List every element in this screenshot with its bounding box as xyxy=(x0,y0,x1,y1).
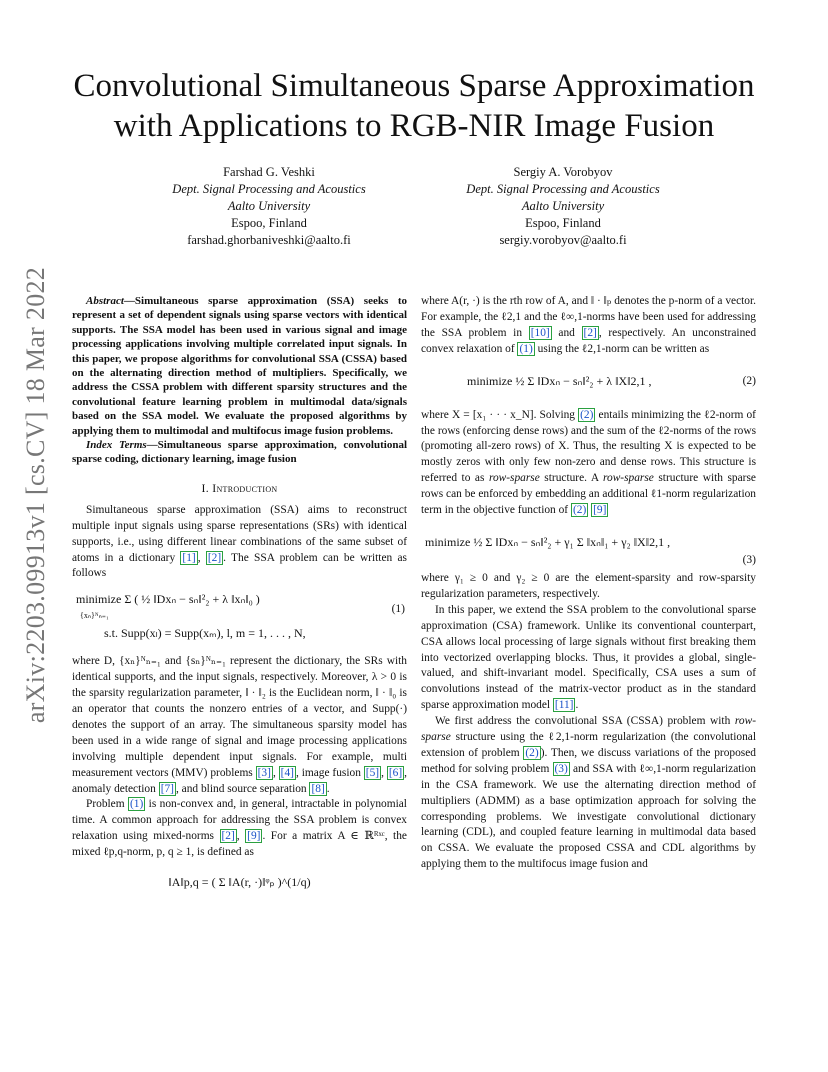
para-text: . The SSA problem can be written as follows xyxy=(72,551,407,580)
title-line-2: with Applications to RGB-NIR Image Fusion xyxy=(113,108,715,144)
equation-ref[interactable]: (1) xyxy=(129,798,144,811)
paper-title xyxy=(40,66,788,146)
para-text: structure using the ℓ2,1-norm regularization (the convolutional extension of problem xyxy=(421,731,756,759)
abstract-label: Abstract xyxy=(86,295,124,307)
right-paragraph-3: where γ₁ ≥ 0 and γ₂ ≥ 0 are the element-sparsity and row-sparsity regularization parameters, respectively. xyxy=(421,571,756,600)
para-text: , respectively. An unconstrained convex relaxation of xyxy=(421,326,757,355)
citation-link[interactable]: [2] xyxy=(221,830,235,843)
intro-paragraph-1: Simultaneous sparse approximation (SSA) aims to reconstruct multiple input signals using sparse representations (SRs) with identical supports, i.e., using different linear combinations of the same subset of atoms in a dictionary [1] , [2] . The SSA problem can be written as follows xyxy=(72,503,407,580)
index-terms-label: Index Terms xyxy=(86,439,147,452)
author-city: Espoo, Finland xyxy=(231,216,307,230)
author-dept: Dept. Signal Processing and Acoustics xyxy=(172,182,366,196)
emph-row-sparse: row-sparse xyxy=(488,472,540,485)
citation-link[interactable]: [9] xyxy=(593,504,607,517)
citation-link[interactable]: [7] xyxy=(160,782,174,795)
emph-row-sparse: row-sparse xyxy=(421,715,756,744)
citation-link[interactable]: [10] xyxy=(530,326,550,339)
author-email[interactable]: farshad.ghorbaniveshki@aalto.fi xyxy=(187,233,351,247)
index-terms xyxy=(72,438,407,467)
equation-ref[interactable]: (1) xyxy=(519,342,533,355)
right-paragraph-4: In this paper, we extend the SSA problem to the convolutional sparse approximation (CSA) framework. Unlike its conventional counterpart, CSA allows local processing of large signals without first breaking them into vectorized overlapping blocks. Thus, it provides a global, single-valued, and shift-invariant model. Specifically, CSA uses a sum of convolutions instead of the matrix-vector product as in the standard sparse approximation model [11] . xyxy=(421,603,756,712)
citation-link[interactable]: [3] xyxy=(257,766,271,779)
equation-ref[interactable]: (3) xyxy=(554,762,568,775)
para-text: using the ℓ2,1-norm can be written as xyxy=(537,342,710,355)
para-text: , and blind source separation xyxy=(175,782,307,795)
eq1-constraint: s.t. Supp(xₗ) = Supp(xₘ), l, m = 1, . . . , N, xyxy=(104,626,306,641)
author-block-1 xyxy=(119,164,419,249)
author-name: Farshad G. Veshki xyxy=(223,165,315,179)
author-university: Aalto University xyxy=(521,199,605,213)
emph-row-sparse: row-sparse xyxy=(603,472,654,485)
para-text: and SSA with ℓ∞,1-norm regularization in the CSA framework. We use the alternating direction method of multipliers (ADMM) as a base optimization approach for solving the corresponding problems. We investigate convolutional dictionary learning (CDL), and coupled feature learning in multimodal data based on CSSA. We evaluate the proposed CSSA and CDL algorithms by applying them to the multifocus image fusion and xyxy=(421,762,756,871)
eq3-number: (3) xyxy=(742,553,756,566)
citation-link[interactable]: [6] xyxy=(388,766,403,779)
author-city: Espoo, Finland xyxy=(525,216,601,230)
para-text: structure. A xyxy=(544,472,599,485)
para-text: where X = [x₁ · · · x_N]. Solving xyxy=(421,408,575,421)
para-text: where D, {xₙ}ᴺₙ₌₁ and {sₙ}ᴺₙ₌₁ represent the dictionary, the SRs with identical supports, and the input signals, respectively. Moreover, λ > 0 is the sparsity regularization parameter, ‖ · ‖₂ is the Euclidean norm, ‖ · ‖₀ is an operator that counts the nonzero entries of a vector, and Supp(·) denotes the support of an array. The simultaneous sparsity model has been used in a wide range of signal and image processing applications involving multiple dependent input signals. For example, multi measurement vectors (MMV) problems xyxy=(72,655,407,779)
author-block-2 xyxy=(413,164,713,249)
citation-link[interactable]: [1] xyxy=(182,551,196,564)
para-text: Problem xyxy=(86,798,125,811)
citation-link[interactable]: [9] xyxy=(247,830,261,843)
right-paragraph-1 xyxy=(421,294,756,358)
para-text: and xyxy=(558,326,575,339)
para-text: In this paper, we extend the SSA problem to the convolutional sparse approximation (CSA) framework. Unlike its conventional counterpart, CSA allows local processing of large signals without first breaking them into vectorized overlapping blocks. Thus, it provides a global, single-valued, and shift-invariant model. Specifically, CSA uses a sum of convolutions instead of the matrix-vector product as in the standard sparse approximation model xyxy=(421,603,756,712)
intro-paragraph-2: where D, {xₙ}ᴺₙ₌₁ and {sₙ}ᴺₙ₌₁ represent the dictionary, the SRs with identical supports, and the input signals, respectively. Moreover, λ > 0 is the sparsity regularization parameter, ‖ · ‖₂ is the Euclidean norm, ‖ · ‖₀ is an operator that counts the nonzero entries of a vector, and Supp(·) denotes the support of an array. The simultaneous sparsity model has been used in a wide range of signal and image processing applications involving multiple dependent input signals. For example, multi measurement vectors (MMV) problems [3] , [4] , image fusion [5] , [6] , anomaly detection [7] , and blind source separation [8] . xyxy=(72,655,407,795)
citation-link[interactable]: [11] xyxy=(554,699,574,712)
equation-1 xyxy=(72,588,407,652)
eq2-body: minimize ½ Σ ‖Dxₙ − sₙ‖²₂ + λ ‖X‖2,1 , xyxy=(467,373,652,388)
arxiv-sidebar-id: arXiv:2203.09913v1 [cs.CV] 18 Mar 2022 xyxy=(21,266,50,724)
left-column xyxy=(72,294,407,891)
author-university: Aalto University xyxy=(227,199,311,213)
author-email[interactable]: sergiy.vorobyov@aalto.fi xyxy=(499,233,627,247)
author-dept: Dept. Signal Processing and Acoustics xyxy=(466,182,660,196)
eq1-number: (1) xyxy=(391,603,405,616)
citation-link[interactable]: [4] xyxy=(280,766,294,779)
para-text: . For a matrix A ∈ ℝᴿˣᶜ, the mixed ℓp,q-norm, p, q ≥ 1, is defined as xyxy=(72,830,407,859)
para-text: structure with sparse rows can be enforced by embedding an additional ℓ1-norm regularization term in the objective function of xyxy=(421,472,756,517)
equation-3 xyxy=(421,519,756,571)
para-text: is non-convex and, in general, intractable in polynomial time. A common approach for addressing the SSA problem is convex relaxation using mixed-norms xyxy=(72,798,407,843)
para-text: where A(r, ·) is the rth row of A, and ‖ · ‖ₚ denotes the p-norm of a vector. For example, the ℓ2,1 and the ℓ∞,1-norms have been used for addressing the SSA problem in xyxy=(421,295,756,339)
author-name: Sergiy A. Vorobyov xyxy=(513,165,613,179)
eq3-body: minimize ½ Σ ‖Dxₙ − sₙ‖²₂ + γ₁ Σ ‖xₙ‖₁ + γ₂ ‖X‖2,1 , xyxy=(425,534,671,549)
abstract xyxy=(72,294,407,438)
right-column xyxy=(421,294,756,873)
equation-2 xyxy=(421,358,756,408)
citation-link[interactable]: [5] xyxy=(365,766,380,779)
index-terms-text: —Simultaneous sparse approximation, convolutional sparse coding, dictionary learning, image fusion xyxy=(72,439,407,466)
equation-ref[interactable]: (2) xyxy=(572,504,587,517)
abstract-text: —Simultaneous sparse approximation (SSA) seeks to represent a set of dependent signals using sparse vectors with identical supports. The SSA model has been used in various signal and image processing applications involving multiple correlated input signals. In this paper, we propose algorithms for convolutional SSA (CSSA) based on the alternating direction method of multipliers. Specifically, we address the CSSA problem with different sparsity structures and the convolutional feature learning problem in multimodal data/signals based on the SSA model. We evaluate the proposed algorithms by applying them to multimodal and multifocus image fusion problems. xyxy=(72,295,407,437)
equation-ref[interactable]: (2) xyxy=(580,408,594,421)
section-heading: I. Introduction xyxy=(201,480,278,495)
equation-mixed-norm: ‖A‖p,q = ( Σ ‖A(r, ·)‖ᵠₚ )^(1/q) xyxy=(168,875,311,890)
intro-paragraph-3: Problem (1) is non-convex and, in general, intractable in polynomial time. A common approach for addressing the SSA problem is convex relaxation using mixed-norms [2] , [9] . For a matrix A ∈ ℝᴿˣᶜ, the mixed ℓp,q-norm, p, q ≥ 1, is defined as xyxy=(72,798,407,859)
equation-ref[interactable]: (2) xyxy=(525,746,539,759)
eq2-number: (2) xyxy=(742,374,756,387)
right-paragraph-2 xyxy=(421,408,756,519)
eq1-subscript: {xₙ}ᴺₙ₌₁ xyxy=(80,611,109,621)
citation-link[interactable]: [2] xyxy=(583,326,597,339)
eq1-objective: minimize Σ ( ½ ‖Dxₙ − sₙ‖²₂ + λ ‖xₙ‖₀ ) xyxy=(76,592,260,607)
citation-link[interactable]: [2] xyxy=(207,551,222,564)
right-paragraph-5 xyxy=(421,714,756,873)
para-text: entails minimizing the ℓ2-norm of the rows (enforcing dense rows) and the sum of the ℓ2-norms of the rows (promoting all-zero rows) of X. Thus, the resulting X is expected to be mostly zeros with only few non-zero and dense rows. This structure is referred to as xyxy=(421,408,756,485)
para-text: Simultaneous sparse approximation (SSA) aims to reconstruct multiple input signals using sparse representations (SRs) with identical supports, i.e., using different linear combinations of the same subset of atoms in a dictionary xyxy=(72,503,407,564)
para-text: , image fusion xyxy=(295,766,361,779)
title-line-1: Convolutional Simultaneous Sparse Approximation xyxy=(73,68,755,104)
para-text: ). Then, we discuss variations of the proposed method for solving problem xyxy=(421,746,756,775)
citation-link[interactable]: [8] xyxy=(311,782,325,795)
para-text: , anomaly detection xyxy=(72,766,407,795)
para-text: We first address the convolutional SSA (CSSA) problem with xyxy=(435,715,731,728)
